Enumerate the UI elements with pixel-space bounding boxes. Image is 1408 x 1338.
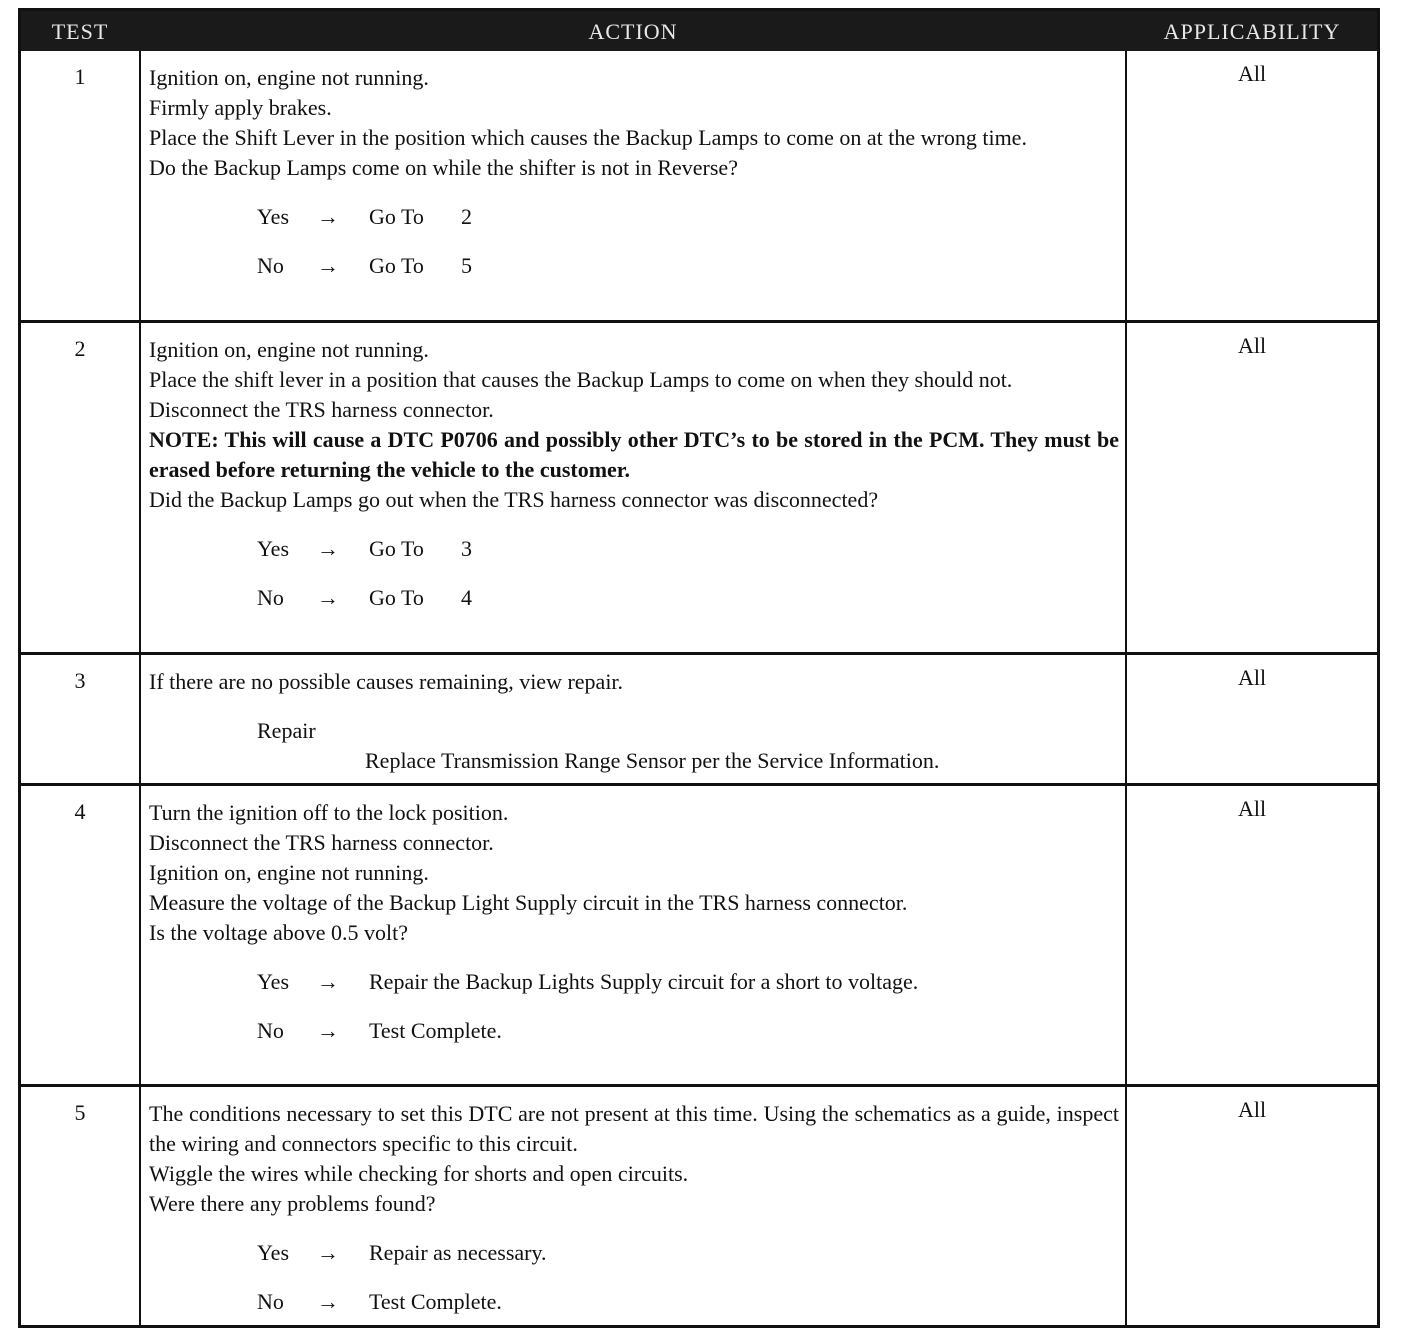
action-line: Is the voltage above 0.5 volt? [149, 920, 409, 945]
action-line: Disconnect the TRS harness connector. [149, 397, 494, 422]
action-line: If there are no possible causes remaining, view repair. [149, 669, 624, 694]
result-text: Repair the Backup Lights Supply circuit for a short to voltage. [369, 969, 919, 994]
action-line: Disconnect the TRS harness connector. [149, 830, 494, 855]
test-number: 5 [74, 1100, 86, 1125]
applicability-cell: All [1237, 796, 1267, 821]
header-action: ACTION [588, 19, 678, 44]
action-cell [149, 1099, 1119, 1317]
arrow-icon: → [317, 585, 339, 610]
header-test: TEST [51, 19, 109, 44]
result-text: Test Complete. [369, 1289, 502, 1314]
yes-branch [149, 1219, 1119, 1268]
table-row [21, 655, 1377, 786]
action-line: Were there any problems found? [149, 1191, 436, 1216]
goto-label: Go To [369, 253, 424, 278]
diagnostic-test-table [18, 8, 1380, 1328]
arrow-icon: → [317, 1289, 339, 1314]
arrow-icon: → [317, 1240, 339, 1265]
no-branch [149, 997, 1119, 1046]
no-label: No [257, 253, 284, 278]
arrow-icon: → [317, 536, 339, 561]
test-number: 1 [74, 64, 86, 89]
goto-label: Go To [369, 204, 424, 229]
note-text: NOTE: This will cause a DTC P0706 and possibly other DTC’s to be stored in the PCM. They must be erased before returning the vehicle to the customer. [149, 427, 1119, 482]
yes-branch [149, 515, 1119, 564]
arrow-icon: → [317, 1018, 339, 1043]
table-header [21, 11, 1377, 51]
action-cell [149, 63, 1119, 281]
table-row [21, 786, 1377, 1087]
action-cell [149, 335, 1119, 613]
test-number: 2 [74, 336, 86, 361]
action-line: The conditions necessary to set this DTC are not present at this time. Using the schematics as a guide, inspect the wiring and connectors specific to this circuit. [149, 1101, 1119, 1156]
yes-label: Yes [257, 969, 290, 994]
yes-label: Yes [257, 536, 290, 561]
goto-label: Go To [369, 536, 424, 561]
action-line: Firmly apply brakes. [149, 95, 332, 120]
action-line: Ignition on, engine not running. [149, 337, 429, 362]
yes-label: Yes [257, 1240, 290, 1265]
goto-target: 2 [461, 204, 472, 229]
action-line: Turn the ignition off to the lock position. [149, 800, 509, 825]
action-line: Wiggle the wires while checking for shorts and open circuits. [149, 1161, 689, 1186]
no-label: No [257, 585, 284, 610]
action-line: Ignition on, engine not running. [149, 860, 429, 885]
goto-target: 3 [461, 536, 472, 561]
action-line: Measure the voltage of the Backup Light Supply circuit in the TRS harness connector. [149, 890, 908, 915]
applicability-cell: All [1237, 61, 1267, 86]
action-cell [149, 667, 1119, 776]
test-number: 4 [74, 799, 86, 824]
action-line: Place the Shift Lever in the position which causes the Backup Lamps to come on at the wrong time. [149, 125, 1027, 150]
arrow-icon: → [317, 969, 339, 994]
action-cell [149, 798, 1119, 1046]
no-label: No [257, 1018, 284, 1043]
table-row [21, 323, 1377, 655]
action-question: Did the Backup Lamps go out when the TRS harness connector was disconnected? [149, 487, 879, 512]
test-number: 3 [74, 668, 86, 693]
yes-branch [149, 183, 1119, 232]
no-branch [149, 1268, 1119, 1317]
action-line: Do the Backup Lamps come on while the shifter is not in Reverse? [149, 155, 738, 180]
table-row [21, 1087, 1377, 1325]
applicability-cell: All [1237, 1097, 1267, 1122]
goto-label: Go To [369, 585, 424, 610]
yes-branch [149, 948, 1119, 997]
repair-text: Replace Transmission Range Sensor per the Service Information. [365, 748, 940, 773]
action-line: Place the shift lever in a position that causes the Backup Lamps to come on when they should not. [149, 367, 1013, 392]
result-text: Test Complete. [369, 1018, 502, 1043]
header-applicability: APPLICABILITY [1163, 19, 1341, 44]
action-line: Ignition on, engine not running. [149, 65, 429, 90]
repair-label: Repair [257, 718, 316, 743]
goto-target: 5 [461, 253, 472, 278]
result-text: Repair as necessary. [369, 1240, 547, 1265]
goto-target: 4 [461, 585, 472, 610]
no-branch [149, 564, 1119, 613]
table-row [21, 51, 1377, 323]
applicability-cell: All [1237, 333, 1267, 358]
yes-label: Yes [257, 204, 290, 229]
arrow-icon: → [317, 204, 339, 229]
applicability-cell: All [1237, 665, 1267, 690]
arrow-icon: → [317, 253, 339, 278]
no-label: No [257, 1289, 284, 1314]
no-branch [149, 232, 1119, 281]
